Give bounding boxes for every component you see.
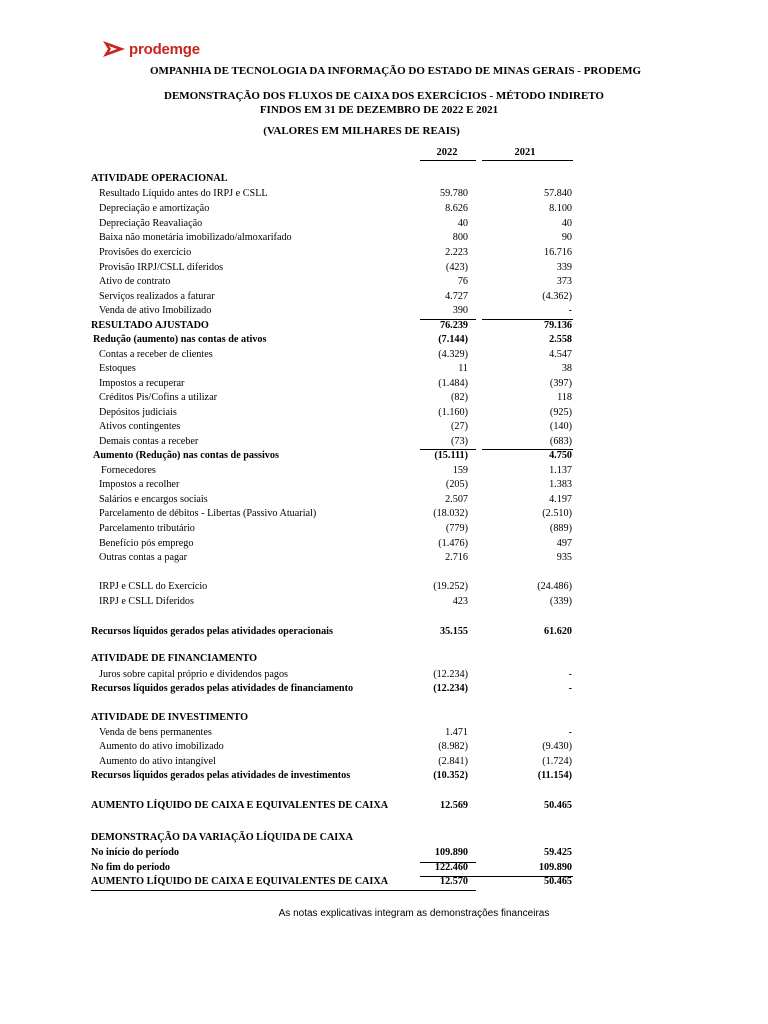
value-2022: (12.234) [433,683,468,694]
logo-text: prodemge [129,40,200,58]
table-row [0,173,768,188]
table-row [0,832,768,847]
rule [482,319,573,320]
row-label: Serviços realizados a faturar [99,291,215,302]
value-2022: (18.032) [433,508,468,519]
row-label: Aumento do ativo imobilizado [99,741,224,752]
value-2022: 2.223 [445,247,468,258]
table-row [0,581,768,596]
table-row [0,800,768,815]
value-2022: (1.160) [438,407,468,418]
row-label: No fim do período [91,862,170,873]
value-2022: 390 [452,305,468,316]
row-label: Recursos líquidos gerados pelas atividades de investimentos [91,770,351,781]
row-label: Ativos contingentes [99,421,181,432]
row-label: Aumento (Redução) nas contas de passivos [93,450,279,461]
value-2022: (15.111) [434,450,468,461]
table-row [0,538,768,553]
value-2021: 118 [557,392,572,403]
rule [420,862,476,863]
value-2022: (7.144) [438,334,468,345]
row-label: Créditos Pis/Cofins a utilizar [99,392,217,403]
table-row [0,378,768,393]
table-row [0,741,768,756]
value-2022: (779) [445,523,468,534]
value-2021: 4.750 [549,450,572,461]
row-label: Parcelamento de débitos - Libertas (Passivo Atuarial) [99,508,317,519]
value-2022: 423 [452,596,468,607]
value-2021: (9.430) [542,741,572,752]
value-2022: 1.471 [445,727,468,738]
value-2021: 50.465 [543,876,572,887]
rule [420,876,476,877]
table-row [0,508,768,523]
row-label: Salários e encargos sociais [99,494,208,505]
value-2021: (397) [549,378,572,389]
value-2021: 16.716 [543,247,572,258]
value-2021: 935 [556,552,572,563]
value-2021: 339 [556,262,572,273]
value-2021: 8.100 [549,203,572,214]
table-row [0,756,768,771]
table-row [0,291,768,306]
value-2022: 4.727 [445,291,468,302]
value-2022: 35.155 [439,626,468,637]
row-label: RESULTADO AJUSTADO [91,320,209,331]
value-2021: 4.547 [549,349,572,360]
table-row [0,596,768,611]
value-2022: 8.626 [445,203,468,214]
row-label: AUMENTO LÍQUIDO DE CAIXA E EQUIVALENTES DE CAIXA [91,876,389,887]
value-2021: (889) [549,523,572,534]
row-label: Recursos líquidos gerados pelas atividades de financiamento [91,683,354,694]
value-2021: - [568,669,572,680]
value-2021: - [568,683,572,694]
value-2022: 76.239 [439,320,468,331]
table-row [0,683,768,698]
row-label: Baixa não monetária imobilizado/almoxarifado [99,232,292,243]
value-2022: (27) [451,421,468,432]
row-label: Provisões do exercício [99,247,192,258]
row-label: Venda de ativo Imobilizado [99,305,212,316]
header-rule-2021 [482,160,573,161]
value-2021: 1.137 [549,465,572,476]
value-2021: (11.154) [537,770,572,781]
row-label: Redução (aumento) nas contas de ativos [93,334,267,345]
row-label: Benefício pós emprego [99,538,194,549]
table-row [0,262,768,277]
table-row [0,465,768,480]
table-row [0,436,768,451]
row-label: Parcelamento tributário [99,523,195,534]
value-2021: (925) [549,407,572,418]
table-row [0,203,768,218]
row-label: ATIVIDADE DE FINANCIAMENTO [91,653,258,664]
table-row [0,450,768,465]
row-label: IRPJ e CSLL Diferidos [99,596,194,607]
header-rule-2022 [420,160,476,161]
value-2022: (1.476) [438,538,468,549]
value-2021: (4.362) [542,291,572,302]
value-2021: (24.486) [537,581,572,592]
row-label: Provisão IRPJ/CSLL diferidos [99,262,224,273]
company-name: OMPANHIA DE TECNOLOGIA DA INFORMAÇÃO DO ESTADO DE MINAS GERAIS - PRODEMG [150,65,642,77]
table-row [0,276,768,291]
table-row [0,626,768,641]
value-2022: 76 [457,276,468,287]
table-row [0,669,768,684]
value-2021: 57.840 [543,188,572,199]
table-row [0,494,768,509]
value-2022: 2.507 [445,494,468,505]
table-row [0,247,768,262]
value-2021: - [568,305,572,316]
value-2021: 79.136 [543,320,572,331]
rule [420,449,476,450]
table-row [0,552,768,567]
row-label: Recursos líquidos gerados pelas atividades operacionais [91,626,333,637]
table-row [0,188,768,203]
row-label: No início do período [91,847,180,858]
value-2021: 90 [561,232,572,243]
row-label: Outras contas a pagar [99,552,187,563]
value-2022: (10.352) [433,770,468,781]
table-row [0,232,768,247]
value-2021: (2.510) [542,508,572,519]
table-row [0,421,768,436]
table-row [0,305,768,320]
table-row [0,712,768,727]
value-2022: 59.780 [439,188,468,199]
value-2021: (683) [549,436,572,447]
statement-period: FINDOS EM 31 DE DEZEMBRO DE 2022 E 2021 [259,104,499,116]
column-header-2022: 2022 [436,147,458,158]
row-label: Juros sobre capital próprio e dividendos pagos [99,669,288,680]
table-row [0,523,768,538]
value-2021: 4.197 [549,494,572,505]
row-label: ATIVIDADE DE INVESTIMENTO [91,712,248,723]
value-2021: - [568,727,572,738]
statement-units: (VALORES EM MILHARES DE REAIS) [263,125,460,137]
value-2022: 40 [457,218,468,229]
value-2022: 2.716 [445,552,468,563]
table-row [0,770,768,785]
table-row [0,349,768,364]
value-2022: (2.841) [438,756,468,767]
row-label: IRPJ e CSLL do Exercício [99,581,208,592]
value-2021: 59.425 [543,847,572,858]
row-label: Venda de bens permanentes [99,727,212,738]
table-row [0,653,768,668]
value-2021: 40 [561,218,572,229]
row-label: Impostos a recolher [99,479,180,490]
row-label: Aumento do ativo intangível [99,756,216,767]
value-2022: (12.234) [433,669,468,680]
value-2022: (205) [445,479,468,490]
rule [420,319,476,320]
value-2022: 800 [452,232,468,243]
row-label: Resultado Líquido antes do IRPJ e CSLL [99,188,268,199]
value-2022: (4.329) [438,349,468,360]
value-2021: 61.620 [543,626,572,637]
value-2021: 109.890 [538,862,572,873]
row-label: Depreciação e amortização [99,203,210,214]
row-label: DEMONSTRAÇÃO DA VARIAÇÃO LÍQUIDA DE CAIXA [91,832,353,843]
value-2021: (140) [549,421,572,432]
table-row [0,218,768,233]
value-2021: 497 [556,538,572,549]
column-header-2021: 2021 [514,147,536,158]
table-row [0,479,768,494]
value-2021: 38 [561,363,572,374]
value-2022: 12.569 [439,800,468,811]
row-label: Depósitos judiciais [99,407,177,418]
table-row [0,392,768,407]
row-label: Demais contas a receber [99,436,199,447]
value-2022: 109.890 [434,847,468,858]
table-row [0,876,768,891]
value-2022: 11 [458,363,468,374]
table-row [0,320,768,335]
value-2021: 1.383 [549,479,572,490]
value-2021: 373 [556,276,572,287]
table-row [0,727,768,742]
value-2022: (423) [445,262,468,273]
table-row [0,862,768,877]
value-2021: (1.724) [542,756,572,767]
value-2021: (339) [549,596,572,607]
value-2021: 2.558 [549,334,572,345]
row-label: Fornecedores [101,465,156,476]
table-row [0,334,768,349]
value-2022: 159 [452,465,468,476]
table-row [0,407,768,422]
row-label: Impostos a recuperar [99,378,185,389]
row-label: Estoques [99,363,136,374]
prodemge-logo [103,40,200,58]
value-2022: (1.484) [438,378,468,389]
value-2022: 122.460 [434,862,468,873]
statement-title: DEMONSTRAÇÃO DOS FLUXOS DE CAIXA DOS EXERCÍCIOS - MÉTODO INDIRETO [164,90,604,102]
value-2022: (19.252) [433,581,468,592]
row-label: ATIVIDADE OPERACIONAL [91,173,228,184]
value-2022: 12.570 [439,876,468,887]
logo-arrow-icon [103,41,125,57]
value-2022: (73) [451,436,468,447]
row-label: Depreciação Reavaliação [99,218,203,229]
value-2022: (82) [451,392,468,403]
footer-note: As notas explicativas integram as demonstrações financeiras [278,908,550,919]
table-row [0,847,768,862]
row-label: AUMENTO LÍQUIDO DE CAIXA E EQUIVALENTES DE CAIXA [91,800,389,811]
row-label: Ativo de contrato [99,276,171,287]
value-2021: 50.465 [543,800,572,811]
row-label: Contas a receber de clientes [99,349,213,360]
rule [91,890,476,891]
rule [482,876,573,877]
value-2022: (8.982) [438,741,468,752]
table-row [0,363,768,378]
rule [482,449,573,450]
